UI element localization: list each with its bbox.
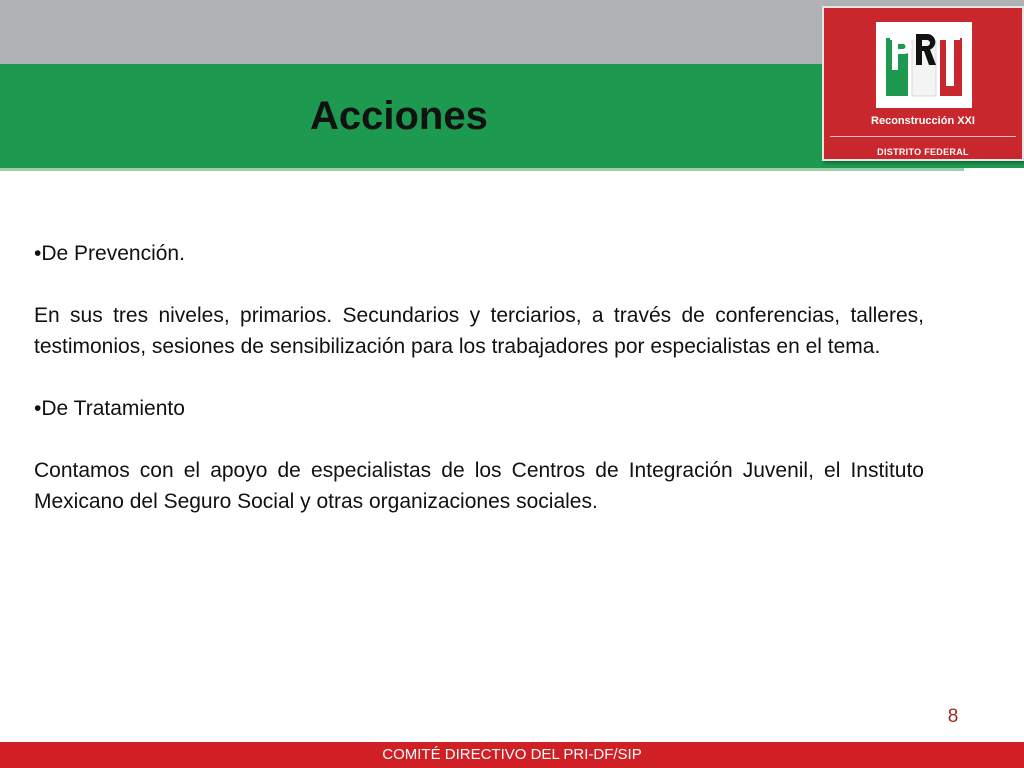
pri-emblem-icon — [876, 22, 972, 108]
logo-divider — [830, 136, 1016, 137]
footer-text: COMITÉ DIRECTIVO DEL PRI-DF/SIP — [382, 746, 642, 763]
footer-bar — [0, 742, 1024, 768]
page-number: 8 — [947, 706, 959, 727]
pri-logo — [822, 6, 1024, 161]
slide-title: Acciones — [310, 94, 488, 138]
header-divider — [0, 168, 964, 171]
bullet-prevencion: •De Prevención. — [34, 242, 185, 265]
logo-tagline: Reconstrucción XXI — [871, 115, 975, 127]
slide-body — [34, 238, 924, 548]
bullet-tratamiento: •De Tratamiento — [34, 397, 185, 420]
paragraph-prevencion: En sus tres niveles, primarios. Secundarios y terciarios, a través de conferencias, talleres, testimonios, sesiones de sensibilización para los trabajadores por especialistas en el tema. — [34, 304, 924, 358]
logo-region: DISTRITO FEDERAL — [877, 147, 969, 157]
paragraph-tratamiento: Contamos con el apoyo de especialistas de los Centros de Integración Juvenil, el Instituto Mexicano del Seguro Social y otras organizaciones sociales. — [34, 459, 924, 513]
